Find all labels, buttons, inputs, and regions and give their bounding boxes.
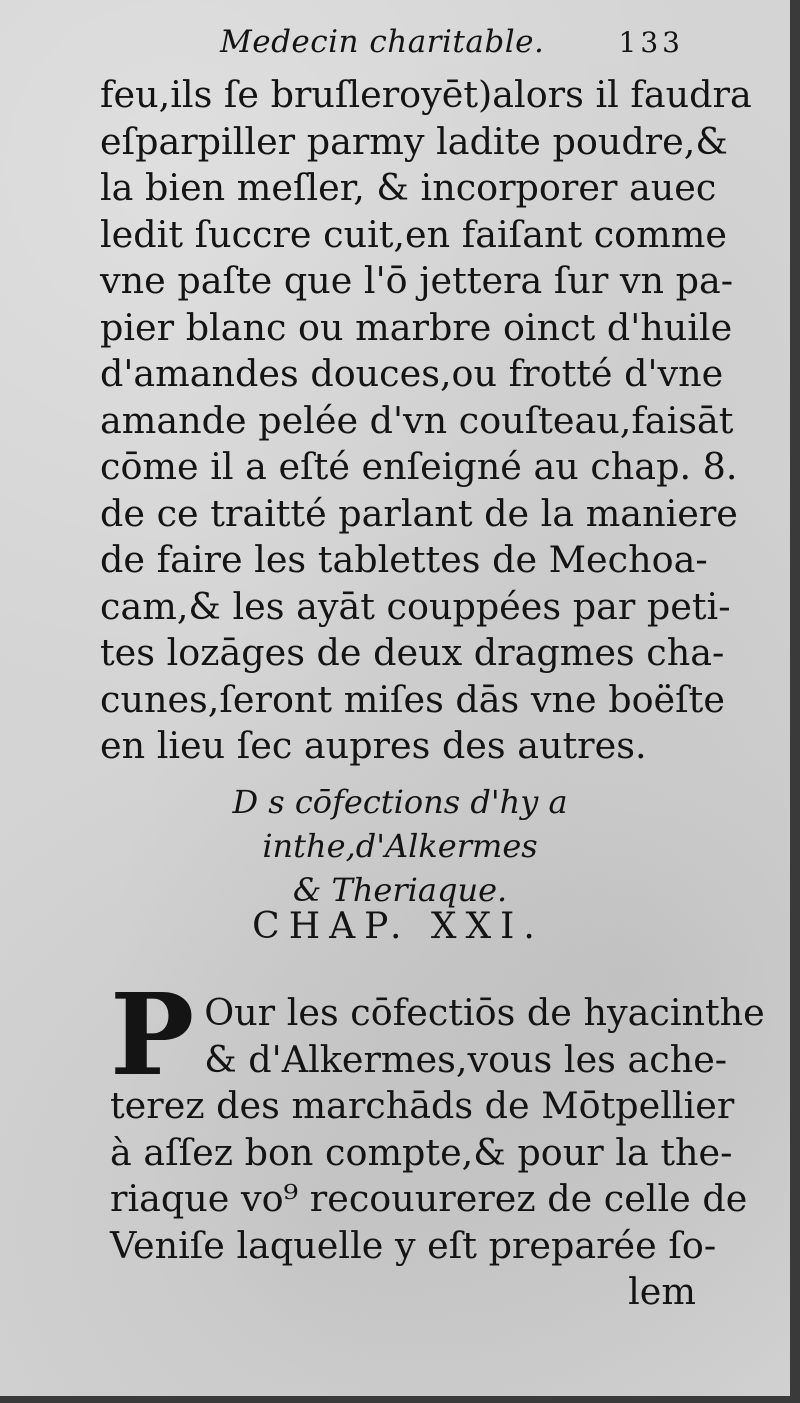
text-line: amande pelée d'vn couſteau,faisāt [100, 398, 734, 442]
section-title [100, 780, 700, 912]
text-line: Our les cōfectiōs de hyacinthe [204, 991, 765, 1034]
text-line: & d'Alkermes,vous les ache- [204, 1037, 728, 1081]
text-line: cam,& les ayāt couppées par peti- [100, 584, 731, 628]
text-line: de ce traitté parlant de la maniere [100, 491, 738, 535]
chapter-body [110, 970, 765, 1316]
text-line: d'amandes douces,ou frotté d'vne [100, 352, 724, 395]
text-line: feu,ils ſe bruſleroyēt)alors il faudra [100, 73, 752, 116]
text-line: Veniſe laquelle y eſt preparée ſo- [110, 1223, 717, 1267]
text-line: de faire les tablettes de Mechoa- [100, 538, 708, 581]
text-line: en lieu ſec aupres des autres. [100, 724, 647, 767]
page-number: 133 [618, 26, 684, 59]
drop-cap: P [110, 970, 195, 1101]
text-line: cunes,ſeront miſes dās vne boëſte [100, 677, 725, 721]
text-line: riaque vo⁹ recouurerez de celle de [110, 1177, 748, 1220]
page-header [220, 24, 700, 72]
section-title-line: & Theriaque. [292, 871, 508, 909]
section-title-line: D s cōfections d'hy a inthe,d'Alkermes [232, 783, 568, 865]
text-line: à aſſez bon compte,& pour la the- [110, 1130, 733, 1174]
text-line: ledit ſuccre cuit,en faiſant comme [100, 212, 727, 256]
text-line: vne paſte que l'ō jettera ſur vn pa- [100, 259, 734, 302]
running-title: Medecin charitable. [220, 24, 545, 60]
text-line: eſparpiller parmy ladite poudre,& [100, 119, 728, 163]
text-line: pier blanc ou marbre oinct d'huile [100, 305, 733, 349]
catchword: lem [628, 1270, 696, 1313]
text-line: tes lozāges de deux dragmes cha- [100, 631, 725, 674]
text-line: cōme il a eſté enſeigné au chap. 8. [100, 445, 738, 488]
text-line: la bien meſler, & incorporer auec [100, 166, 717, 209]
body-text [100, 72, 752, 770]
text-line: terez des marchāds de Mōtpellier [110, 1084, 735, 1127]
chapter-heading: CHAP. XXI. [252, 906, 544, 947]
